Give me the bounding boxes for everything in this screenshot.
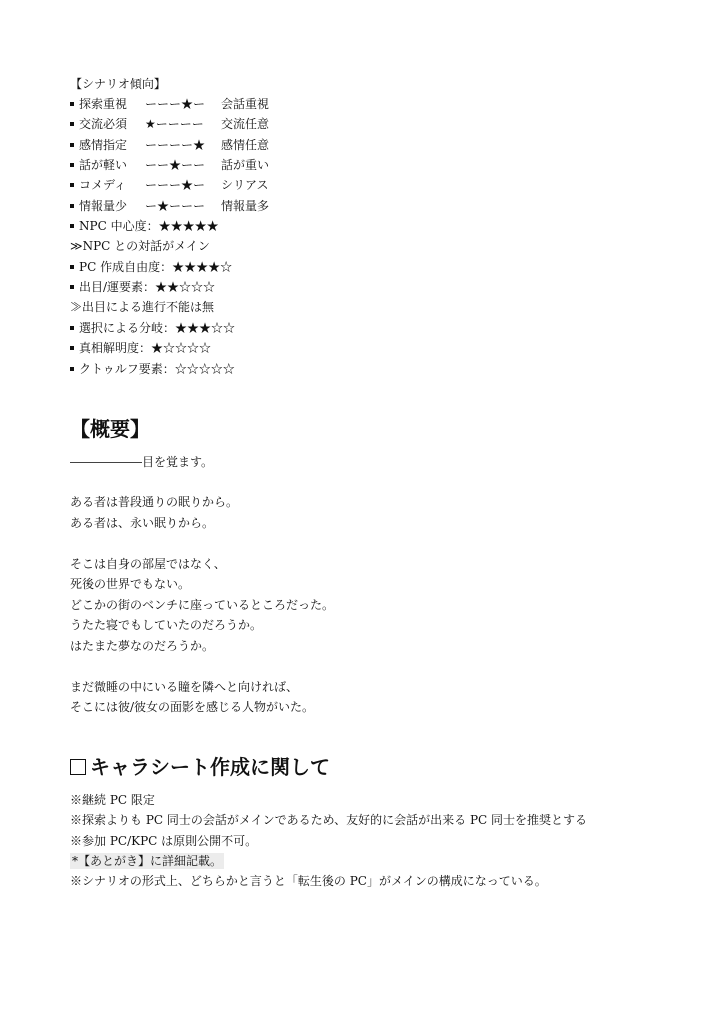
charsheet-line: ※シナリオの形式上、どちらかと言うと「転生後の PC」がメインの構成になっている。 [70, 874, 547, 888]
bullet-icon [70, 122, 74, 126]
overview-line: ある者は普段通りの眠りから。 [70, 495, 239, 509]
checkbox-square-icon [70, 759, 86, 775]
rating-note: ≫NPC との対話がメイン [70, 239, 210, 253]
tendency-scale-row: 交流必須 ★ーーーー 交流任意 [70, 116, 269, 132]
bullet-icon [70, 183, 74, 187]
bullet-icon [70, 326, 74, 330]
overview-line: うたた寝でもしていたのだろうか。 [70, 618, 263, 632]
overview-line: どこかの街のベンチに座っているところだった。 [70, 598, 335, 612]
tendency-scale-row: 話が軽い ーー★ーー 話が重い [70, 157, 269, 173]
bullet-icon [70, 265, 74, 269]
overview-line: そこには彼/彼女の面影を感じる人物がいた。 [70, 700, 315, 714]
overview-line: ――――――目を覚ます。 [70, 455, 214, 469]
rating-note: ≫出目による進行不能は無 [70, 300, 215, 314]
tendency-scale-row: 探索重視 ーーー★ー 会話重視 [70, 96, 269, 112]
rating-item: 選択による分岐：★★★☆☆ [70, 320, 235, 336]
bullet-icon [70, 285, 74, 289]
bullet-icon [70, 204, 74, 208]
overview-line: まだ微睡の中にいる瞳を隣へと向ければ、 [70, 680, 299, 694]
rating-item: 出目/運要素：★★☆☆☆ [70, 279, 215, 295]
charsheet-line: ※継続 PC 限定 [70, 793, 155, 807]
rating-item: 真相解明度：★☆☆☆☆ [70, 340, 211, 356]
bullet-icon [70, 143, 74, 147]
bullet-icon [70, 367, 74, 371]
bullet-icon [70, 163, 74, 167]
tendency-scale-row: 情報量少 ー★ーーー 情報量多 [70, 198, 269, 214]
tendency-scale-row: 感情指定 ーーーー★ 感情任意 [70, 137, 269, 153]
overview-line: そこは自身の部屋ではなく、 [70, 557, 226, 571]
tendency-scale-row: コメディ ーーー★ー シリアス [70, 177, 269, 193]
tendency-title: 【シナリオ傾向】 [70, 77, 166, 91]
overview-heading: 【概要】 [70, 417, 150, 441]
bullet-icon [70, 224, 74, 228]
bullet-icon [70, 346, 74, 350]
charsheet-line: ※参加 PC/KPC は原則公開不可。 [70, 834, 258, 848]
overview-line: ある者は、永い眠りから。 [70, 516, 215, 530]
charsheet-line: ※探索よりも PC 同士の会話がメインであるため、友好的に会話が出来る PC 同士を推奨とする [70, 813, 588, 827]
rating-item: クトゥルフ要素：☆☆☆☆☆ [70, 361, 235, 377]
rating-item: NPC 中心度：★★★★★ [70, 218, 219, 234]
bullet-icon [70, 102, 74, 106]
charsheet-line-highlighted: *【あとがき】に詳細記載。 [72, 854, 223, 868]
rating-item: PC 作成自由度：★★★★☆ [70, 259, 232, 275]
overview-line: はたまた夢なのだろうか。 [70, 639, 215, 653]
charsheet-heading: キャラシート作成に関して [70, 754, 330, 780]
overview-line: 死後の世界でもない。 [70, 577, 191, 591]
